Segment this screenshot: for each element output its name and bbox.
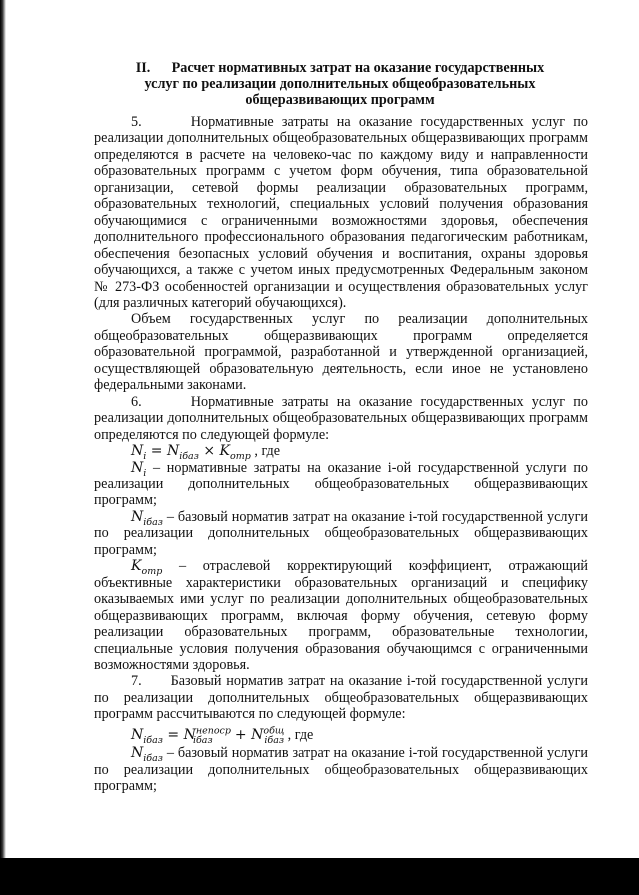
definition-nibaz-2 xyxy=(94,745,588,794)
formula-subscript: отр xyxy=(229,450,251,462)
document-body xyxy=(94,114,588,795)
formula-subscript: iбаз xyxy=(179,450,199,462)
formula-symbol: K xyxy=(219,443,230,460)
formula-2 xyxy=(94,725,588,746)
formula-operator: = xyxy=(150,443,163,460)
definition-kotr xyxy=(94,558,588,673)
formula-symbol: N xyxy=(131,508,144,525)
section-number: II. xyxy=(135,60,151,76)
paragraph-6 xyxy=(94,394,588,443)
formula-operator: = xyxy=(167,726,180,743)
formula-tail: , где xyxy=(287,726,314,743)
formula-symbol: N xyxy=(131,443,144,460)
paragraph-number: 7. xyxy=(131,673,142,690)
formula-operator: × xyxy=(203,443,216,460)
paragraph-volume: Объем государственных услуг по реализации дополнительных общеобразовательных общеразвивающих программ определяется образовательной программой, разработанной и утвержденной организацией, осуществляющей образовательную деятельность, если иное не установлено федеральными законами. xyxy=(94,311,588,394)
definition-text: – базовый норматив затрат на оказание i-той государственной услуги по реализации дополнительных общеобразовательных общеразвивающих программ; xyxy=(94,745,589,795)
formula-symbol: K xyxy=(131,558,142,575)
paragraph-text: Нормативные затраты на оказание государственных услуг по реализации дополнительных общеобразовательных общеразвивающих программ определяются в расчете на человеко-час по каждому виду и направленности образовательных программ с учетом форм обучения, типа образовательной организации, сетевой формы реализации образовательных программ, образовательных технологий, специальных условий получения образования обучающимися с ограниченными возможностями здоровья, обеспечения дополнительного профессионального образования педагогическим работникам, обеспечения безопасных условий обучения и воспитания, охраны здоровья обучающихся, а также с учетом иных предусмотренных Федеральным законом № 273-ФЗ особенностей организации и осуществления образовательных услуг (для различных категорий обучающихся). xyxy=(94,114,588,311)
formula-subscript: iбаз xyxy=(143,734,163,746)
paragraph-number: 5. xyxy=(131,114,142,130)
definition-ni xyxy=(94,460,588,509)
formula-subscript: отр xyxy=(141,566,163,578)
heading-line-2: услуг по реализации дополнительных общеобразовательных xyxy=(144,76,536,92)
heading-line-1 xyxy=(95,60,585,76)
formula-superscript: общ xyxy=(263,725,285,737)
section-heading xyxy=(95,60,585,108)
formula-subscript: iбаз xyxy=(192,734,213,746)
scan-left-edge xyxy=(0,0,6,895)
definition-text: – базовый норматив затрат на оказание i-той государственной услуги по реализации дополнительных общеобразовательных общеразвивающих программ; xyxy=(94,508,589,558)
formula-symbol: N xyxy=(183,726,196,743)
heading-text-1: Расчет нормативных затрат на оказание государственных xyxy=(171,60,545,76)
formula-operator: + xyxy=(234,726,247,743)
paragraph-text: Базовый норматив затрат на оказание i-той государственной услуги по реализации дополнительных общеобразовательных общеразвивающих программ рассчитываются по следующей формуле: xyxy=(94,673,589,723)
formula-subscript: iбаз xyxy=(264,734,285,746)
paragraph-number: 6. xyxy=(131,393,142,410)
formula-superscript: непоср xyxy=(195,725,231,737)
formula-symbol: N xyxy=(131,745,144,762)
definition-text: – отраслевой корректирующий коэффициент, отражающий объективные характеристики образовательных организаций и специфику оказываемых ими услуг по реализации дополнительных общеобразовательных общеразвивающих программ, включая форму обучения, сетевую форму реализации образовательных программ, образовательные технологии, специальные условия получения образования обучающимся с ограниченными возможностями здоровья. xyxy=(94,558,589,673)
formula-symbol: N xyxy=(251,726,264,743)
paragraph-7 xyxy=(94,673,588,722)
formula-symbol: N xyxy=(166,443,180,460)
formula-subscript: i xyxy=(143,467,147,479)
formula-subscript: iбаз xyxy=(143,753,163,765)
formula-1 xyxy=(94,443,588,462)
heading-line-3: общеразвивающих программ xyxy=(245,92,435,108)
definition-nibaz xyxy=(94,509,588,558)
formula-symbol: N xyxy=(131,726,144,743)
formula-symbol: N xyxy=(131,459,144,476)
formula-subscript: i xyxy=(143,450,147,462)
formula-subscript: iбаз xyxy=(143,516,163,528)
definition-text: – нормативные затраты на оказание i-ой государственной услуги по реализации дополнительных общеобразовательных общеразвивающих программ; xyxy=(94,459,588,509)
formula-tail: , где xyxy=(254,443,281,460)
paragraph-text: Нормативные затраты на оказание государственных услуг по реализации дополнительных общеобразовательных общеразвивающих программ определяются по следующей формуле: xyxy=(94,393,588,443)
paragraph-5 xyxy=(94,114,588,311)
scan-bottom-band xyxy=(0,858,639,895)
